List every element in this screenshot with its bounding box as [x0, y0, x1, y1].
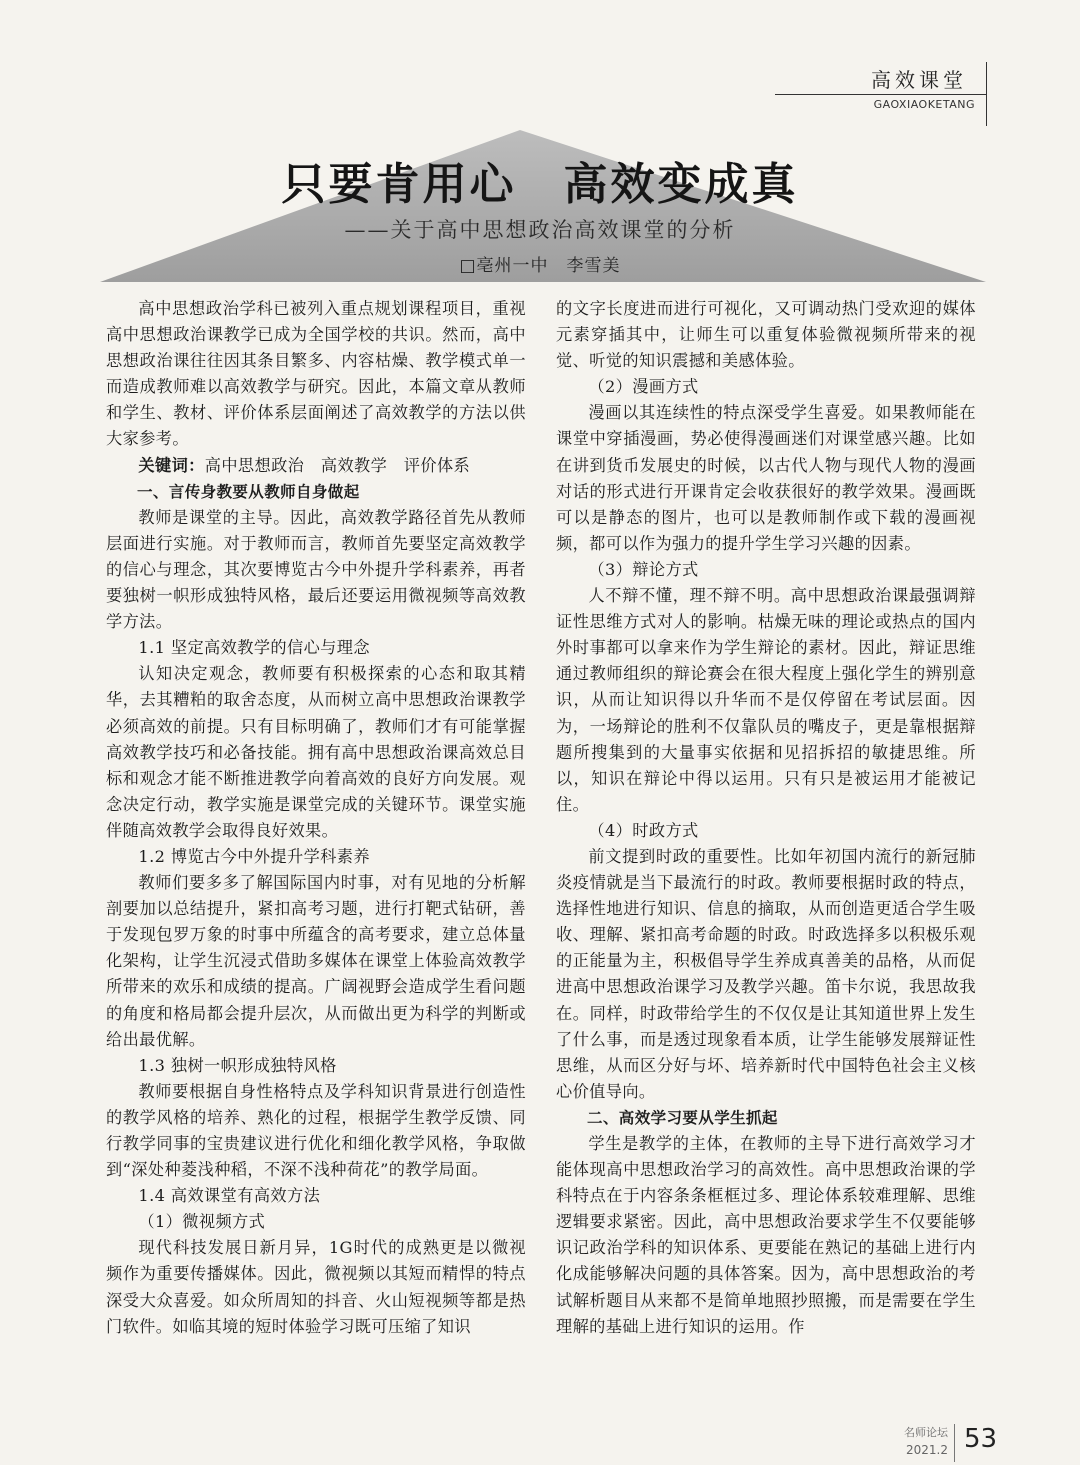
header-divider — [775, 94, 987, 95]
subsection-heading: 1.1 坚定高效教学的信心与理念 — [138, 638, 370, 658]
body-paragraph: 人不辩不懂，理不辩不明。高中思想政治课最强调辩证性思维方式对人的影响。枯燥无味的理论或热点的国内外时事都可以拿来作为学生辩论的素材。因此，辩证思维通过教师组织的辩论赛会在很大程度上强化学生的辨别意识，从而让知识得以升华而不是仅停留在考试层面。因为，一场辩论的胜利不仅靠队员的嘴皮子，更是靠根据辩题所搜集到的大量事实依据和见招拆招的敏捷思维。所以，知识在辩论中得以运用。只有只是被运用才能被记住。 — [556, 586, 976, 814]
footer-divider — [954, 1424, 955, 1462]
column-name: 高效课堂 — [871, 68, 967, 92]
article-author: □亳州一中 李雪美 — [459, 256, 621, 276]
body-column-right — [556, 296, 976, 1340]
keywords-text: 高中思想政治 高效教学 评价体系 — [204, 455, 471, 475]
column-pinyin: GAOXIAOKETANG — [873, 98, 975, 111]
page-footer — [880, 1424, 1010, 1464]
header-vertical-rule — [986, 62, 987, 126]
article-subtitle: ——关于高中思想政治高效课堂的分析 — [344, 218, 736, 242]
body-paragraph: 漫画以其连续性的特点深受学生喜爱。如果教师能在课堂中穿插漫画，势必使得漫画迷们对课堂感兴趣。比如在讲到货币发展史的时候，以古代人物与现代人物的漫画对话的形式进行开课肯定会收获很好的教学效果。漫画既可以是静态的图片，也可以是教师制作或下载的漫画视频，都可以作为强力的提升学生学习兴趣的因素。 — [556, 403, 976, 553]
body-paragraph: 现代科技发展日新月异，1G时代的成熟更是以微视频作为重要传播媒体。因此，微视频以其短而精悍的特点深受大众喜爱。如众所周知的抖音、火山短视频等都是热门软件。如临其境的短时体验学习既可压缩了知识 — [106, 1238, 526, 1336]
body-paragraph: 教师们要多多了解国际国内时事，对有见地的分析解剖要加以总结提升，紧扣高考习题，进行打靶式钻研，善于发现包罗万象的时事中所蕴含的高考要求，建立总体量化架构，让学生沉浸式借助多媒体在课堂上体验高效教学所带来的欢乐和成绩的提高。广阔视野会造成学生看问题的角度和格局都会提升层次，从而做出更为科学的判断或给出最优解。 — [106, 873, 526, 1049]
subsection-heading: 1.4 高效课堂有高效方法 — [138, 1186, 321, 1206]
subsection-heading: 1.3 独树一帜形成独特风格 — [138, 1055, 337, 1075]
subsection-heading: 1.2 博览古今中外提升学科素养 — [138, 846, 370, 866]
method-heading: （2）漫画方式 — [588, 377, 699, 397]
method-heading: （3）辩论方式 — [588, 559, 699, 579]
section-heading: 一、言传身教要从教师自身做起 — [137, 482, 360, 501]
body-paragraph: 教师是课堂的主导。因此，高效教学路径首先从教师层面进行实施。对于教师而言，教师首先要坚定高效教学的信心与理念，其次要博览古今中外提升学科素养，再者要独树一帜形成独特风格，最后还要运用微视频等高效教学方法。 — [106, 507, 526, 632]
abstract-paragraph: 高中思想政治学科已被列入重点规划课程项目，重视高中思想政治课教学已成为全国学校的共识。然而，高中思想政治课往往因其条目繁多、内容枯燥、教学模式单一而造成教师难以高效教学与研究。因此，本篇文章从教师和学生、教材、评价体系层面阐述了高效教学的方法以供大家参考。 — [106, 299, 526, 449]
body-paragraph: 学生是教学的主体，在教师的主导下进行高效学习才能体现高中思想政治学习的高效性。高中思想政治课的学科特点在于内容条条框框过多、理论体系较难理解、思维逻辑要求紧密。因此，高中思想政治要求学生不仅要能够识记政治学科的知识体系、更要能在熟记的基础上进行内化成能够解决问题的具体答案。因为，高中思想政治的考试解析题目从来都不是简单地照抄照搬，而是需要在学生理解的基础上进行知识的运用。作 — [556, 1134, 976, 1336]
issue-date: 2021.2 — [906, 1443, 948, 1457]
keywords-line — [106, 453, 526, 479]
body-paragraph-continued: 的文字长度进而进行可视化，又可调动热门受欢迎的媒体元素穿插其中，让师生可以重复体验微视频所带来的视觉、听觉的知识震撼和美感体验。 — [556, 299, 976, 371]
body-column-left — [106, 296, 526, 1340]
article-title: 只要肯用心 高效变成真 — [281, 159, 799, 210]
body-paragraph: 教师要根据自身性格特点及学科知识背景进行创造性的教学风格的培养、熟化的过程，根据学生教学反馈、同行教学同事的宝贵建议进行优化和细化教学风格，争取做到“深处种菱浅种稻，不深不浅种荷花”的教学局面。 — [106, 1081, 526, 1180]
method-heading: （4）时政方式 — [588, 820, 699, 840]
body-paragraph: 认知决定观念，教师要有积极探索的心态和取其精华，去其糟粕的取舍态度，从而树立高中思想政治课教学必须高效的前提。只有目标明确了，教师们才有可能掌握高效教学技巧和必备技能。拥有高中思想政治课高效总目标和观念才能不断推进教学向着高效的良好方向发展。观念决定行动，教学实施是课堂完成的关键环节。课堂实施伴随高效教学会取得良好效果。 — [106, 664, 526, 840]
page-number: 53 — [964, 1424, 998, 1454]
column-header — [775, 62, 995, 126]
body-paragraph: 前文提到时政的重要性。比如年初国内流行的新冠肺炎疫情就是当下最流行的时政。教师要根据时政的特点，选择性地进行知识、信息的摘取，从而创造更适合学生吸收、理解、紧扣高考命题的时政。时政选择多以积极乐观的正能量为主，积极倡导学生养成真善美的品格，从而促进高中思想政治课学习及教学兴趣。笛卡尔说，我思故我在。同样，时政带给学生的不仅仅是让其知道世界上发生了什么事，而是透过现象看本质，让学生能够发展辩证性思维，从而区分好与坏、培养新时代中国特色社会主义核心价值导向。 — [556, 846, 976, 1101]
method-heading: （1）微视频方式 — [138, 1212, 266, 1232]
section-heading: 二、高效学习要从学生抓起 — [587, 1108, 778, 1127]
magazine-name: 名师论坛 — [904, 1426, 948, 1439]
keywords-label: 关键词： — [138, 455, 205, 475]
